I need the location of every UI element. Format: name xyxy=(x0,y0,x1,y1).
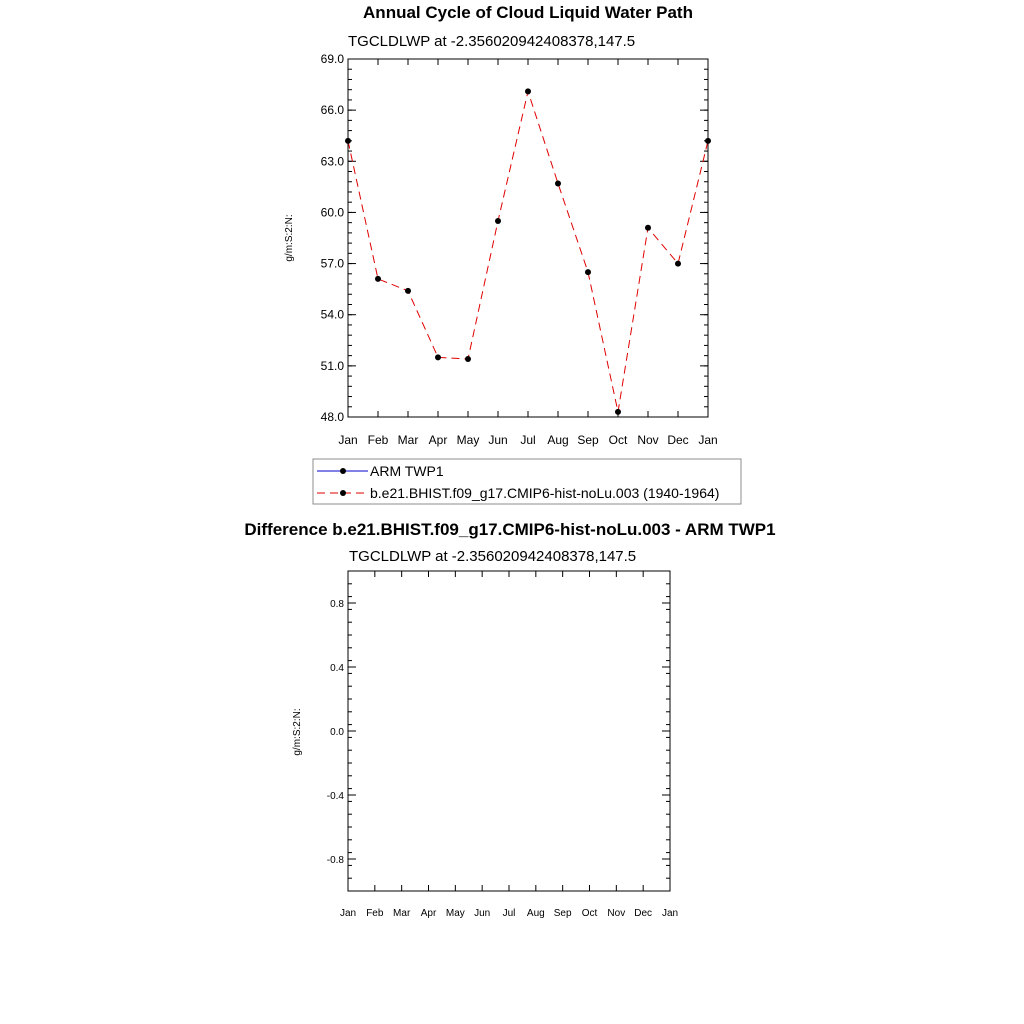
chart2-subtitle: TGCLDLWP at -2.356020942408378,147.5 xyxy=(349,548,637,565)
x-tick-label: Jan xyxy=(698,433,718,447)
data-point xyxy=(405,288,411,294)
x-tick-label: Apr xyxy=(428,433,448,447)
x-tick-label: May xyxy=(456,433,480,447)
y-tick-label: -0.8 xyxy=(326,855,344,866)
y-tick-label: 0.4 xyxy=(330,663,344,674)
x-tick-label: Aug xyxy=(526,908,545,919)
chart1-legend xyxy=(313,459,741,504)
series-line xyxy=(348,91,708,411)
data-point xyxy=(465,356,471,362)
data-point xyxy=(375,276,381,282)
y-tick-label: 54.0 xyxy=(320,307,344,322)
x-tick-label: Oct xyxy=(581,908,598,919)
x-tick-label: Jan xyxy=(661,908,679,919)
legend-marker-arm xyxy=(340,468,346,474)
x-tick-label: Dec xyxy=(667,433,689,447)
chart1-ylabel: g/m:S:2:N: xyxy=(284,214,295,262)
data-point xyxy=(585,269,591,275)
y-tick-label: 48.0 xyxy=(320,410,344,424)
data-point xyxy=(435,354,441,360)
data-point xyxy=(525,88,531,94)
x-tick-label: Dec xyxy=(634,908,653,919)
y-tick-label: 51.0 xyxy=(320,358,344,373)
x-tick-label: Jul xyxy=(502,908,516,919)
x-tick-label: Sep xyxy=(577,433,599,447)
x-tick-label: Jul xyxy=(520,433,536,447)
y-tick-label: 0.8 xyxy=(330,599,344,610)
x-tick-label: Feb xyxy=(367,433,389,447)
chart2-title: Difference b.e21.BHIST.f09_g17.CMIP6-hist-noLu.003 - ARM TWP1 xyxy=(244,520,776,539)
x-tick-label: Mar xyxy=(393,908,411,919)
data-point xyxy=(675,261,681,267)
chart2-ylabel: g/m:S:2:N: xyxy=(292,708,303,756)
x-tick-label: Jun xyxy=(488,433,508,447)
y-tick-label: 60.0 xyxy=(320,205,344,220)
data-point xyxy=(495,218,501,224)
data-point xyxy=(615,409,621,415)
y-tick-label: 63.0 xyxy=(320,154,344,169)
chart1-subtitle: TGCLDLWP at -2.356020942408378,147.5 xyxy=(348,33,636,50)
legend-label-arm: ARM TWP1 xyxy=(370,463,444,479)
data-point xyxy=(705,138,711,144)
y-tick-label: 0.0 xyxy=(330,727,344,738)
chart1-plot-frame xyxy=(348,59,708,417)
x-tick-label: Nov xyxy=(607,908,626,919)
y-tick-label: 69.0 xyxy=(320,52,344,66)
chart2-ticks xyxy=(327,571,678,919)
x-tick-label: Aug xyxy=(547,433,569,447)
x-tick-label: Mar xyxy=(397,433,419,447)
x-tick-label: Apr xyxy=(420,908,437,919)
chart1-ticks xyxy=(321,52,718,447)
chart1-series xyxy=(345,88,711,414)
y-tick-label: -0.4 xyxy=(326,791,344,802)
x-tick-label: Jan xyxy=(338,433,358,447)
chart2-plot-frame xyxy=(348,571,670,891)
x-tick-label: Nov xyxy=(637,433,659,447)
x-tick-label: May xyxy=(445,908,465,919)
y-tick-label: 66.0 xyxy=(320,103,344,118)
chart1-title: Annual Cycle of Cloud Liquid Water Path xyxy=(363,3,693,22)
y-tick-label: 57.0 xyxy=(320,256,344,271)
x-tick-label: Jun xyxy=(474,908,491,919)
x-tick-label: Oct xyxy=(608,433,628,447)
x-tick-label: Feb xyxy=(366,908,384,919)
data-point xyxy=(345,138,351,144)
data-point xyxy=(555,180,561,186)
legend-marker-model xyxy=(340,490,346,496)
x-tick-label: Sep xyxy=(553,908,572,919)
legend-label-model: b.e21.BHIST.f09_g17.CMIP6-hist-noLu.003 (1940-1964) xyxy=(370,485,720,501)
x-tick-label: Jan xyxy=(339,908,357,919)
data-point xyxy=(645,225,651,231)
